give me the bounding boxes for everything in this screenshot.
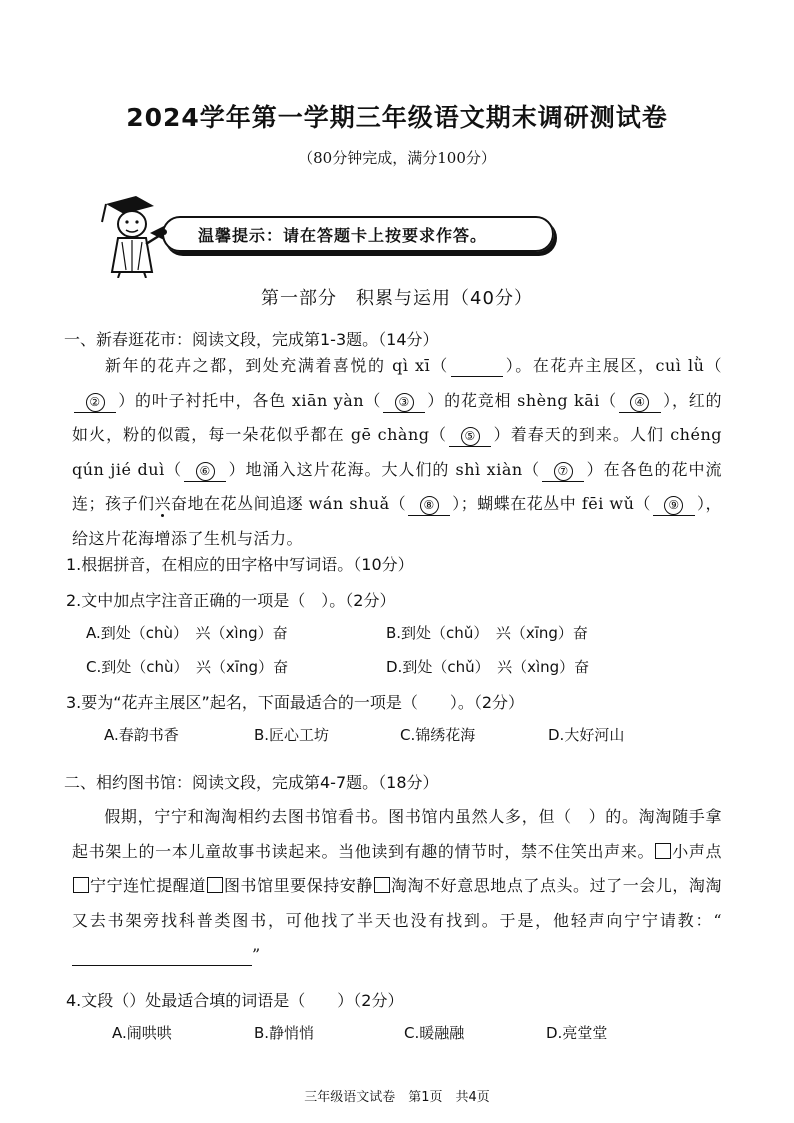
part-one-title: 第一部分 积累与运用（40分） bbox=[261, 288, 533, 309]
section-two-heading: 二、相约图书馆：阅读文段，完成第4-7题。（18分） bbox=[64, 773, 439, 792]
blank-4 bbox=[619, 391, 661, 413]
question-4: 4.文段（）处最适合填的词语是（ ）（2分） bbox=[66, 991, 404, 1010]
blank-number: ③ bbox=[395, 393, 414, 412]
page-footer: 三年级语文试卷 第1页 共4页 bbox=[304, 1090, 490, 1105]
blank-8 bbox=[408, 494, 450, 516]
blank-number: ⑨ bbox=[664, 496, 683, 515]
passage-text: ” bbox=[252, 945, 261, 964]
section-two-passage bbox=[72, 800, 722, 973]
blank-number: ② bbox=[86, 393, 105, 412]
passage-text: 假期，宁宁和淘淘相约去图书馆看书。图书馆内虽然人多，但（ ）的。淘淘随手拿起书架上的一本儿童故事书读起来。当他读到有趣的情节时，禁不住笑出声来。 bbox=[72, 807, 722, 861]
blank-number: ④ bbox=[630, 393, 649, 412]
passage-text: ）；蝴蝶在花丛中 fēi wǔ（ bbox=[452, 494, 651, 513]
question-1: 1.根据拼音，在相应的田字格中写词语。（10分） bbox=[66, 555, 414, 574]
passage-text: ）着春天的到来。人们 chéng qún jié duì（ bbox=[72, 425, 722, 479]
question-4-option-c[interactable]: C.暖融融 bbox=[404, 1024, 465, 1042]
section-one-passage bbox=[72, 349, 722, 556]
tip-text: 温馨提示：请在答题卡上按要求作答。 bbox=[198, 225, 488, 245]
blank-5 bbox=[449, 425, 491, 447]
punctuation-box bbox=[655, 843, 671, 859]
dotted-character: 兴 bbox=[154, 494, 172, 513]
question-3-option-b[interactable]: B.匠心工坊 bbox=[254, 726, 330, 744]
blank-number: ⑥ bbox=[196, 462, 215, 481]
question-2-option-d[interactable]: D.到处（chǔ） 兴（xìng）奋 bbox=[386, 658, 590, 676]
question-3: 3.要为“花卉主展区”起名，下面最适合的一项是（ ）。（2分） bbox=[66, 693, 525, 712]
blank-7 bbox=[542, 460, 584, 482]
question-3-option-d[interactable]: D.大好河山 bbox=[548, 726, 625, 744]
passage-text: ）地涌入这片花海。大人们的 shì xiàn（ bbox=[228, 459, 541, 479]
question-2-option-c[interactable]: C.到处（chù） 兴（xīng）奋 bbox=[86, 658, 289, 676]
exam-subtitle: （80分钟完成，满分100分） bbox=[298, 149, 496, 167]
passage-text: ）。在花卉主展区，cuì lǜ（ bbox=[504, 356, 722, 375]
blank-6 bbox=[184, 460, 226, 482]
question-4-option-d[interactable]: D.亮堂堂 bbox=[546, 1024, 608, 1042]
passage-text: 淘淘不好意思地点了点头。过了一会儿，淘淘又去书架旁找科普类图书，可他找了半天也没有找到。于是，他轻声向宁宁请教：“ bbox=[72, 876, 722, 930]
blank-number: ⑧ bbox=[420, 496, 439, 515]
blank-2 bbox=[74, 391, 116, 413]
passage-text: 宁宁连忙提醒道 bbox=[90, 876, 206, 895]
blank-number: ⑤ bbox=[461, 427, 480, 446]
question-2-option-b[interactable]: B.到处（chǔ） 兴（xīng）奋 bbox=[386, 624, 588, 642]
section-one-heading: 一、新春逛花市：阅读文段，完成第1-3题。（14分） bbox=[64, 330, 439, 349]
passage-text: ）的花竞相 shèng kāi（ bbox=[427, 390, 617, 410]
passage-text: ）的叶子衬托中，各色 xiān yàn（ bbox=[118, 390, 382, 410]
answer-line bbox=[72, 947, 252, 966]
blank-3 bbox=[383, 391, 425, 413]
punctuation-box bbox=[207, 877, 223, 893]
exam-title: 2024学年第一学期三年级语文期末调研测试卷 bbox=[126, 103, 668, 132]
question-3-option-c[interactable]: C.锦绣花海 bbox=[400, 726, 476, 744]
passage-text: 小声点 bbox=[672, 841, 722, 861]
tip-bubble bbox=[162, 216, 554, 252]
blank-number: ⑦ bbox=[554, 462, 573, 481]
passage-text: ），给这片花海增添了生机与活力。 bbox=[72, 494, 722, 548]
blank-1 bbox=[451, 356, 503, 377]
question-3-option-a[interactable]: A.春韵书香 bbox=[104, 726, 179, 744]
question-2: 2.文中加点字注音正确的一项是（ ）。（2分） bbox=[66, 591, 396, 610]
passage-text: 新年的花卉之都，到处充满着喜悦的 qì xī（ bbox=[104, 356, 449, 375]
passage-text: ），红的如火，粉的似霞，每一朵花似乎都在 gē chàng（ bbox=[72, 390, 722, 444]
passage-text: ）在各色的花中流连；孩子们 bbox=[72, 459, 722, 513]
punctuation-box bbox=[73, 877, 89, 893]
question-2-option-a[interactable]: A.到处（chù） 兴（xìng）奋 bbox=[86, 624, 288, 642]
blank-9 bbox=[653, 494, 695, 516]
punctuation-box bbox=[374, 877, 390, 893]
passage-text: 奋地在花丛间追逐 wán shuǎ（ bbox=[171, 494, 407, 513]
question-4-option-a[interactable]: A.闹哄哄 bbox=[112, 1024, 172, 1042]
passage-text: 图书馆里要保持安静 bbox=[223, 876, 373, 895]
question-4-option-b[interactable]: B.静悄悄 bbox=[254, 1024, 315, 1042]
